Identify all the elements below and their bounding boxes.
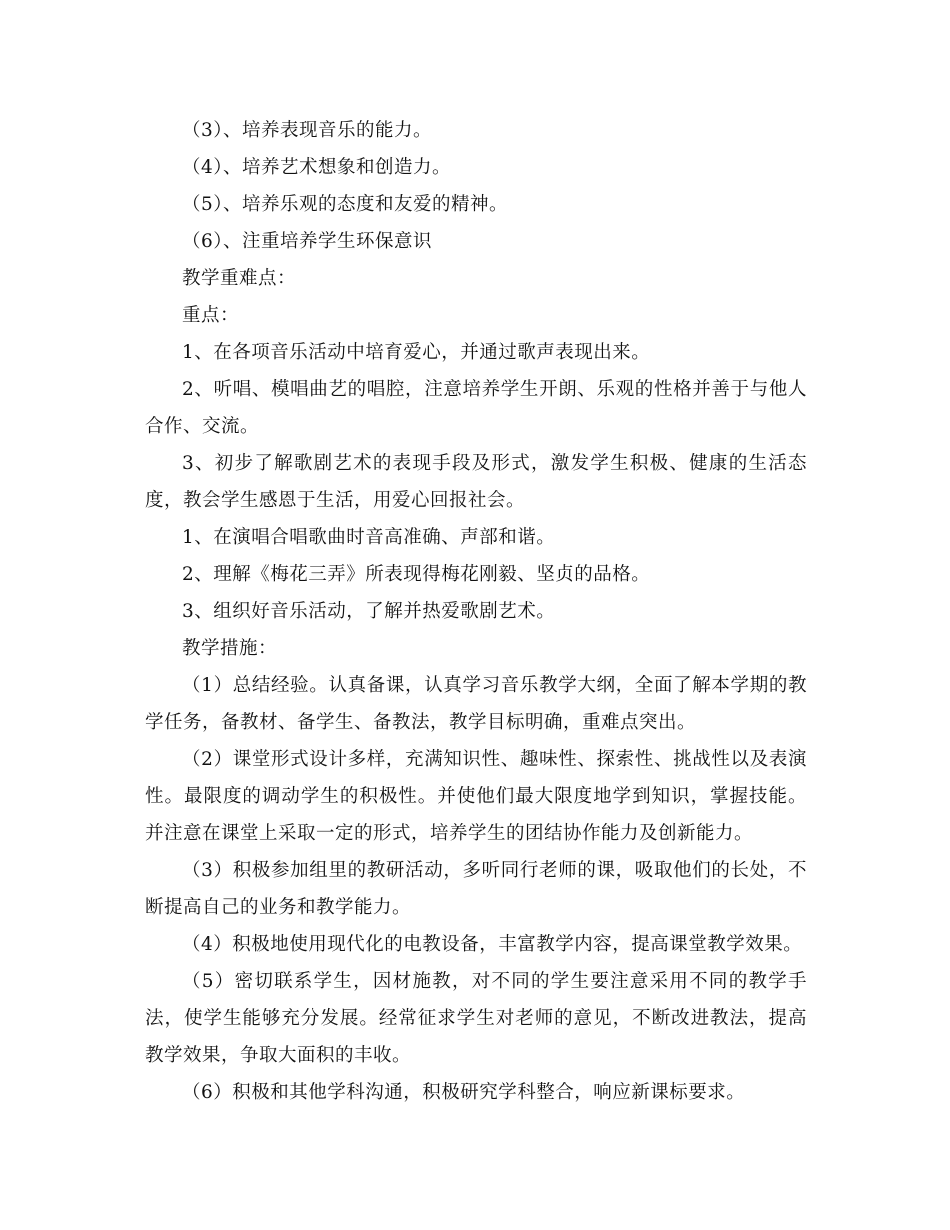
document-page — [145, 112, 807, 1111]
paragraph-goal-4: （4）、培养艺术想象和创造力。 — [182, 157, 452, 178]
heading-key-points: 重点： — [182, 305, 240, 326]
paragraph-key-1: 1、在各项音乐活动中培育爱心，并通过歌声表现出来。 — [182, 342, 651, 363]
paragraph-difficulty-3: 3、组织好音乐活动，了解并热爱歌剧艺术。 — [182, 601, 556, 622]
paragraph-measure-5: （5）密切联系学生，因材施教，对不同的学生要注意采用不同的教学手法，使学生能够充分发展。经常征求学生对老师的意见，不断改进教法，提高教学效果，争取大面积的丰收。 — [145, 971, 807, 1066]
paragraph-measure-3: （3）积极参加组里的教研活动，多听同行老师的课，吸取他们的长处，不断提高自己的业务和教学能力。 — [145, 860, 807, 918]
paragraph-difficulty-2: 2、理解《梅花三弄》所表现得梅花刚毅、坚贞的品格。 — [182, 564, 651, 585]
paragraph-measure-2: （2）课堂形式设计多样，充满知识性、趣味性、探索性、挑战性以及表演性。最限度的调动学生的积极性。并使他们最大限度地学到知识，掌握技能。并注意在课堂上采取一定的形式，培养学生的团结协作能力及创新能力。 — [145, 749, 807, 844]
paragraph-key-3: 3、初步了解歌剧艺术的表现手段及形式，激发学生积极、健康的生活态度，教会学生感恩于生活，用爱心回报社会。 — [145, 453, 807, 511]
paragraph-key-2: 2、听唱、模唱曲艺的唱腔，注意培养学生开朗、乐观的性格并善于与他人合作、交流。 — [145, 379, 807, 437]
paragraph-goal-5: （5）、培养乐观的态度和友爱的精神。 — [182, 194, 509, 215]
paragraph-measure-4: （4）积极地使用现代化的电教设备，丰富教学内容，提高课堂教学效果。 — [182, 934, 803, 955]
paragraph-measure-6: （6）积极和其他学科沟通，积极研究学科整合，响应新课标要求。 — [182, 1082, 746, 1103]
heading-teaching-measures: 教学措施： — [182, 638, 278, 659]
paragraph-goal-3: （3）、培养表现音乐的能力。 — [182, 120, 433, 141]
paragraph-goal-6: （6）、注重培养学生环保意识 — [182, 231, 433, 252]
heading-key-difficulties: 教学重难点： — [182, 268, 297, 289]
paragraph-difficulty-1: 1、在演唱合唱歌曲时音高准确、声部和谐。 — [182, 527, 556, 548]
paragraph-measure-1: （1）总结经验。认真备课，认真学习音乐教学大纲，全面了解本学期的教学任务，备教材、备学生、备教法，教学目标明确，重难点突出。 — [145, 675, 807, 733]
